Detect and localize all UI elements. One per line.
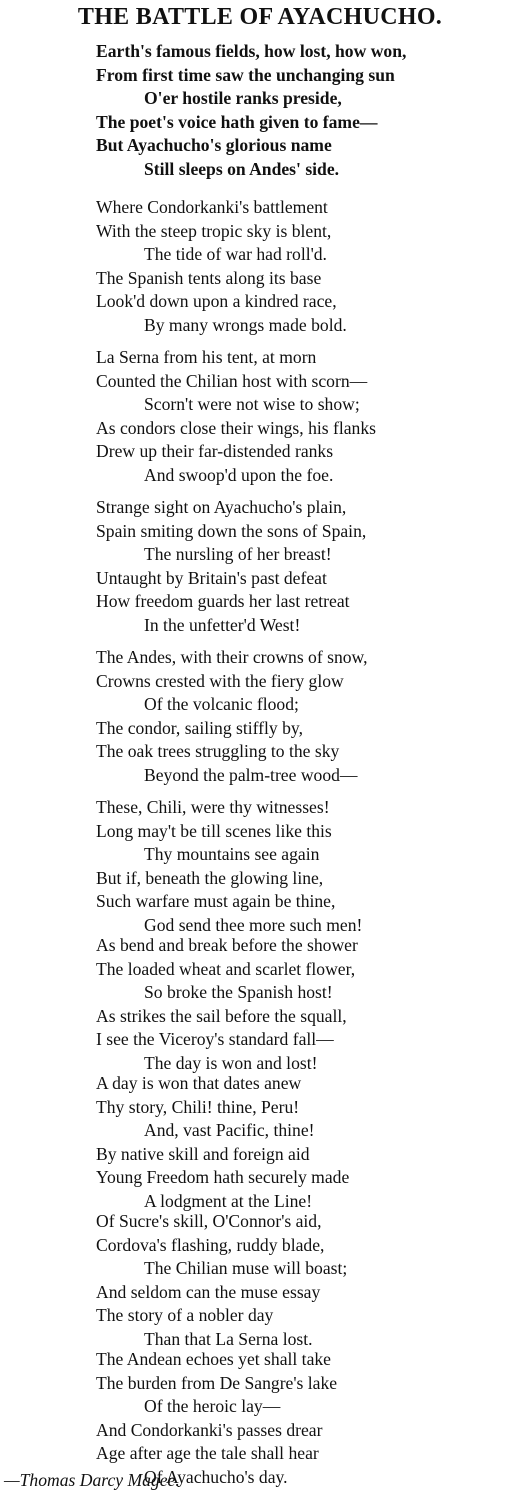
verse-line: Spain smiting down the sons of Spain, — [96, 520, 367, 541]
verse-line: Such warfare must again be thine, — [96, 891, 336, 912]
stanza — [96, 1072, 520, 1214]
verse-line: A lodgment at the Line! — [144, 1190, 313, 1211]
verse-line: By many wrongs made bold. — [144, 314, 347, 335]
verse-line: Of the volcanic flood; — [144, 694, 299, 715]
verse-line: From first time saw the unchanging sun — [96, 64, 395, 85]
verse-line: Of Sucre's skill, O'Connor's aid, — [96, 1211, 322, 1231]
verse-line: The nursling of her breast! — [144, 544, 332, 565]
verse-line: Where Condorkanki's battlement — [96, 197, 328, 217]
verse-line: The Spanish tents along its base — [96, 267, 322, 288]
verse-line: The oak trees struggling to the sky — [96, 741, 340, 762]
verse-line: Young Freedom hath securely made — [96, 1167, 350, 1188]
stanza — [96, 1210, 520, 1352]
verse-line: As bend and break before the shower — [96, 935, 358, 955]
verse-line: Thy story, Chili! thine, Peru! — [96, 1096, 300, 1117]
verse-line: And Condorkanki's passes drear — [96, 1419, 323, 1440]
verse-line: And seldom can the muse essay — [96, 1281, 321, 1302]
verse-line: O'er hostile ranks preside, — [144, 88, 342, 109]
stanza — [96, 346, 520, 488]
verse-line: La Serna from his tent, at morn — [96, 347, 317, 367]
verse-line: The Andes, with their crowns of snow, — [96, 647, 368, 667]
verse-line: As strikes the sail before the squall, — [96, 1005, 347, 1026]
verse-line: The loaded wheat and scarlet flower, — [96, 958, 356, 979]
verse-line: By native skill and foreign aid — [96, 1143, 310, 1164]
verse-line: Of Ayachucho's day. — [144, 1466, 288, 1487]
verse-line: I see the Viceroy's standard fall— — [96, 1029, 334, 1050]
verse-line: Still sleeps on Andes' side. — [144, 158, 340, 179]
verse-line: The day is won and lost! — [144, 1052, 318, 1073]
verse-line: The Chilian muse will boast; — [144, 1258, 348, 1279]
stanza — [96, 496, 520, 638]
verse-line: Cordova's flashing, ruddy blade, — [96, 1234, 325, 1255]
verse-line: And, vast Pacific, thine! — [144, 1120, 315, 1141]
verse-line: Crowns crested with the fiery glow — [96, 670, 344, 691]
verse-line: Of the heroic lay— — [144, 1396, 281, 1417]
verse-line: The burden from De Sangre's lake — [96, 1372, 338, 1393]
verse-line: Scorn't were not wise to show; — [144, 394, 360, 415]
stanza — [96, 646, 520, 788]
stanza — [96, 796, 520, 938]
stanza — [96, 40, 520, 182]
verse-line: Age after age the tale shall hear — [96, 1443, 319, 1464]
verse-line: In the unfetter'd West! — [144, 614, 301, 635]
verse-line: As condors close their wings, his flanks — [96, 417, 376, 438]
verse-line: Beyond the palm-tree wood— — [144, 764, 358, 785]
verse-line: The story of a nobler day — [96, 1305, 274, 1326]
verse-line: A day is won that dates anew — [96, 1073, 302, 1093]
verse-line: But Ayachucho's glorious name — [96, 135, 332, 156]
verse-line: But if, beneath the glowing line, — [96, 867, 324, 888]
verse-line: So broke the Spanish host! — [144, 982, 333, 1003]
verse-line: These, Chili, were thy witnesses! — [96, 797, 330, 817]
verse-line: Counted the Chilian host with scorn— — [96, 370, 368, 391]
verse-line: The tide of war had roll'd. — [144, 244, 327, 265]
verse-line: How freedom guards her last retreat — [96, 591, 350, 612]
verse-line: Thy mountains see again — [144, 844, 320, 865]
verse-line: The Andean echoes yet shall take — [96, 1349, 331, 1369]
poem-attribution: —Thomas Darcy Magee. — [4, 1470, 180, 1490]
stanza — [96, 934, 520, 1076]
verse-line: Untaught by Britain's past defeat — [96, 567, 327, 588]
verse-line: With the steep tropic sky is blent, — [96, 220, 332, 241]
verse-line: Look'd down upon a kindred race, — [96, 291, 337, 312]
poem-title: THE BATTLE OF AYACHUCHO. — [77, 4, 443, 30]
verse-line: God send thee more such men! — [144, 914, 363, 935]
verse-line: And swoop'd upon the foe. — [144, 464, 334, 485]
verse-line: Earth's famous fields, how lost, how won, — [96, 41, 407, 61]
verse-line: Drew up their far-distended ranks — [96, 441, 334, 462]
verse-line: Strange sight on Ayachucho's plain, — [96, 497, 347, 517]
verse-line: The condor, sailing stiffly by, — [96, 717, 303, 738]
verse-line: The poet's voice hath given to fame— — [96, 111, 378, 132]
stanza — [96, 196, 520, 338]
verse-line: Long may't be till scenes like this — [96, 820, 332, 841]
verse-line: Than that La Serna lost. — [144, 1328, 313, 1349]
